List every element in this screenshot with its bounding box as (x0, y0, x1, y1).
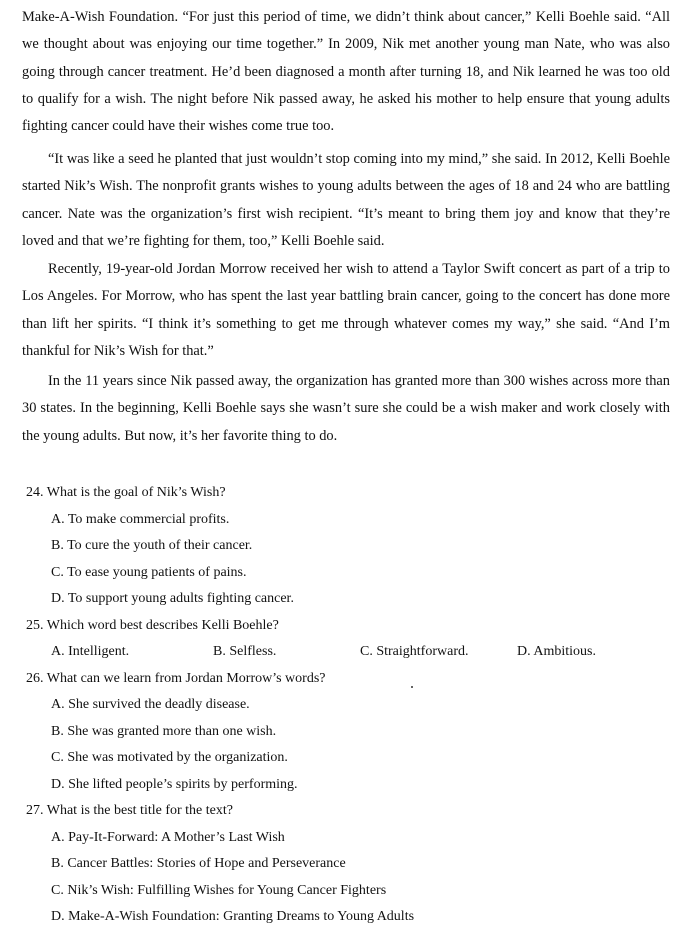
question-27 (26, 798, 666, 931)
passage-paragraph-4-text: In the 11 years since Nik passed away, the organization has granted more than 300 wishes across more than 30 states. In the beginning, Kelli Boehle says she wasn’t sure she could be a wish maker and work closely with the young adults. But now, it’s her favorite thing to do. (22, 373, 670, 444)
question-26-stem: 26. What can we learn from Jordan Morrow’s words? (26, 670, 326, 686)
question-26-option-b: B. She was granted more than one wish. (51, 723, 277, 739)
passage-paragraph-1-text: Make-A-Wish Foundation. “For just this period of time, we didn’t think about cancer,” Kelli Boehle said. “All we thought about was enjoying our time together.” In 2009, Nik met another young man Nate, who was also going through cancer treatment. He’d been diagnosed a month after turning 18, and Nik learned he was too old to qualify for a wish. The night before Nik passed away, he asked his mother to help ensure that young adults fighting cancer could have their wishes come true too. (22, 9, 670, 135)
question-26-option-d: D. She lifted people’s spirits by performing. (51, 776, 298, 792)
question-25-stem: 25. Which word best describes Kelli Boehle? (26, 617, 279, 633)
passage-paragraph-2 (22, 146, 670, 255)
passage-paragraph-3-text: Recently, 19-year-old Jordan Morrow received her wish to attend a Taylor Swift concert as part of a trip to Los Angeles. For Morrow, who has spent the last year battling brain cancer, going to the concert has done more than lift her spirits. “I think it’s something to get me through whatever comes my way,” she said. “And I’m thankful for Nik’s Wish for that.” (22, 261, 670, 359)
question-25-option-c: C. Straightforward. (360, 644, 469, 659)
question-24-option-a: A. To make commercial profits. (51, 511, 230, 527)
question-section (26, 480, 666, 931)
passage-paragraph-1 (22, 4, 670, 140)
passage-paragraph-3 (22, 256, 670, 365)
question-27-option-c: C. Nik’s Wish: Fulfilling Wishes for Young Cancer Fighters (51, 882, 387, 898)
question-24 (26, 480, 666, 613)
question-26 (26, 666, 666, 799)
question-27-option-b: B. Cancer Battles: Stories of Hope and Perseverance (51, 856, 346, 871)
passage-paragraph-4 (22, 368, 670, 450)
passage-paragraph-2-text: “It was like a seed he planted that just wouldn’t stop coming into my mind,” she said. In 2012, Kelli Boehle started Nik’s Wish. The nonprofit grants wishes to young adults between the ages of 18 and 24 who are battling cancer. Nate was the organization’s first wish recipient. “It’s meant to bring them joy and know that they’re loved and that we’re fighting for them, too,” Kelli Boehle said. (22, 151, 670, 249)
question-25 (26, 613, 666, 666)
question-24-option-d: D. To support young adults fighting cancer. (51, 591, 294, 606)
question-25-options-row (26, 639, 666, 666)
question-27-option-a: A. Pay-It-Forward: A Mother’s Last Wish (51, 829, 285, 845)
question-27-stem: 27. What is the best title for the text? (26, 803, 233, 818)
question-25-option-d: D. Ambitious. (517, 644, 596, 659)
question-24-stem: 24. What is the goal of Nik’s Wish? (26, 485, 226, 500)
question-27-option-d: D. Make-A-Wish Foundation: Granting Dreams to Young Adults (51, 909, 415, 924)
question-25-option-b: B. Selfless. (213, 644, 277, 659)
scan-speck (411, 686, 413, 688)
question-26-option-a: A. She survived the deadly disease. (51, 697, 250, 712)
question-26-option-c: C. She was motivated by the organization. (51, 750, 288, 765)
question-25-option-a: A. Intelligent. (51, 644, 130, 659)
question-24-option-c: C. To ease young patients of pains. (51, 564, 247, 580)
question-24-option-b: B. To cure the youth of their cancer. (51, 538, 253, 553)
